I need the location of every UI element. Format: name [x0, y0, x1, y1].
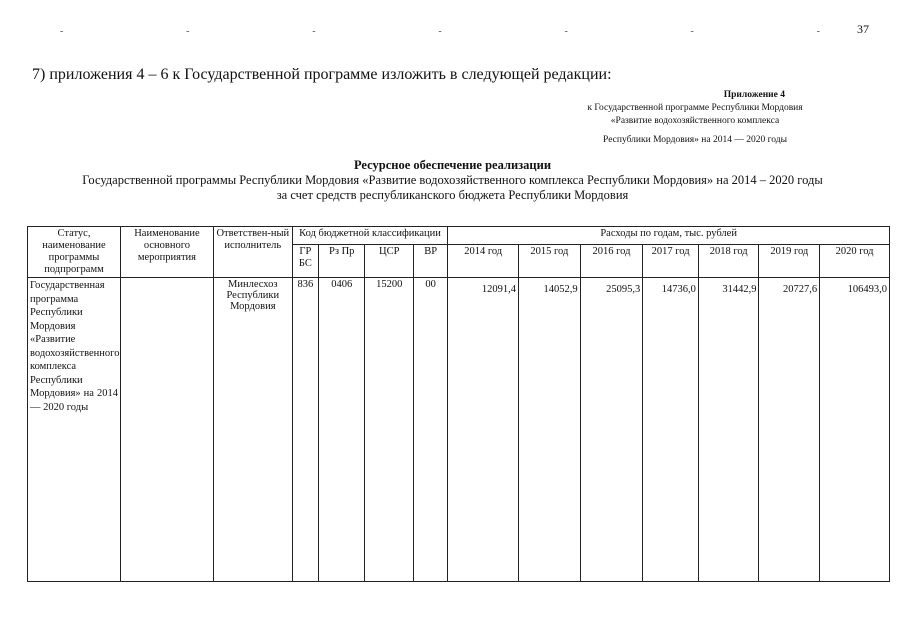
table-row [28, 278, 890, 582]
cell-value: 12091,4 [448, 278, 519, 582]
instruction-text: 7) приложения 4 – 6 к Государственной программе изложить в следующей редакции: [32, 66, 612, 83]
cell-value: 25095,3 [580, 278, 643, 582]
page-number: 37 [857, 22, 869, 36]
appendix-heading: Приложение 4 [723, 90, 785, 100]
header-year: 2018 год [698, 245, 759, 278]
title-line-2: Государственной программы Республики Мордовия «Развитие водохозяйственного комплекса Республики Мордовия» на 2014 – 2020 годы [82, 173, 823, 187]
appendix-line: к Государственной программе Республики Мордовия [587, 103, 803, 113]
cell-value: 106493,0 [820, 278, 890, 582]
cell-value: 20727,6 [759, 278, 820, 582]
appendix-line: «Развитие водохозяйственного комплекса [610, 116, 780, 126]
header-executor: Ответствен-ный исполнитель [213, 227, 292, 278]
header-activity: Наименование основного мероприятия [120, 227, 213, 278]
header-budget-code: Код бюджетной классификации [292, 227, 448, 245]
cell-grbs: 836 [292, 278, 318, 582]
header-csr: ЦСР [365, 245, 414, 278]
title-line-1: Ресурсное обеспечение реализации [353, 158, 552, 172]
header-year: 2019 год [759, 245, 820, 278]
cell-value: 14736,0 [643, 278, 699, 582]
appendix-header [545, 89, 845, 147]
cell-status: Государственная программа Республики Мордовия «Развитие водохозяйственного комплекса Республики Мордовия» на 2014 — 2020 годы [28, 278, 121, 582]
header-year: 2014 год [448, 245, 519, 278]
cell-rzpr: 0406 [318, 278, 364, 582]
cell-executor: Минлесхоз Республики Мордовия [213, 278, 292, 582]
cell-value: 14052,9 [519, 278, 581, 582]
document-title [0, 158, 905, 203]
cell-csr: 15200 [365, 278, 414, 582]
header-year: 2020 год [820, 245, 890, 278]
header-expenses: Расходы по годам, тыс. рублей [448, 227, 890, 245]
resource-table [27, 226, 890, 582]
header-status: Статус, наименование программы подпрограмм [28, 227, 121, 278]
header-vr: ВР [413, 245, 447, 278]
scan-artifact-dots: - - - - - - - [60, 26, 820, 37]
header-year: 2017 год [643, 245, 699, 278]
title-line-3: за счет средств республиканского бюджета Республики Мордовия [276, 188, 629, 202]
header-year: 2015 год [519, 245, 581, 278]
appendix-line: Республики Мордовия» на 2014 — 2020 годы [603, 135, 787, 145]
header-rzpr: Рз Пр [318, 245, 364, 278]
cell-vr: 00 [413, 278, 447, 582]
cell-value: 31442,9 [698, 278, 759, 582]
header-year: 2016 год [580, 245, 643, 278]
cell-activity [120, 278, 213, 582]
header-grbs: ГР БС [292, 245, 318, 278]
